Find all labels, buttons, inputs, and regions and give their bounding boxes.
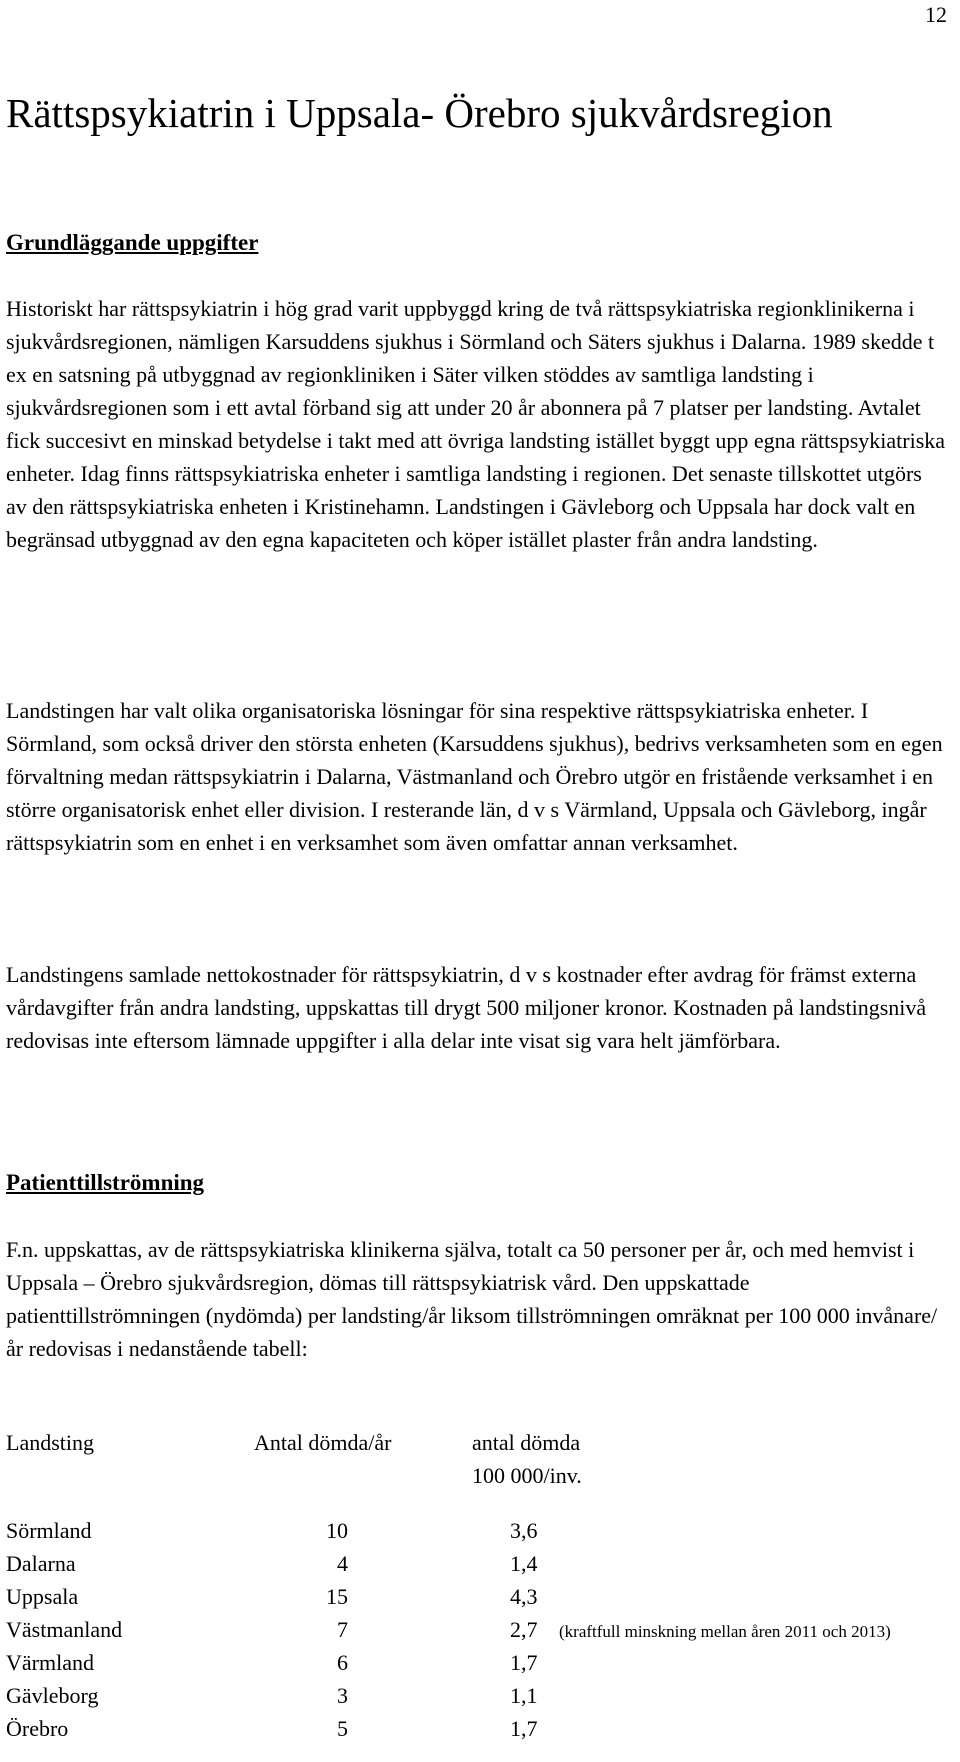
cell-rate: 1,7 [510,1650,538,1675]
cell-count: 3 [337,1683,348,1708]
paragraph-organisation: Landstingen har valt olika organisatoriska lösningar för sina respektive rättspsykiatriska enheter. I Sörmland, som också driver den största enheten (Karsuddens sjukhus), bedrivs verksamheten som en egen förvaltning medan rättspsykiatrin i Dalarna, Västmanland och Örebro utgör en fristående verksamhet i en större organisatorisk enhet eller division. I resterande län, d v s Värmland, Uppsala och Gävleborg, ingår rättspsykiatrin som en enhet i en verksamhet som även omfattar annan verksamhet. [6,698,943,855]
cell-landsting: Gävleborg [6,1683,99,1708]
cell-rate: 2,7 [510,1617,538,1642]
cell-landsting: Uppsala [6,1584,79,1609]
cell-landsting: Dalarna [6,1551,76,1576]
cell-landsting: Värmland [6,1650,94,1675]
cell-count: 10 [326,1518,348,1543]
table-row [6,1580,946,1613]
table-row [6,1547,946,1580]
table-row [6,1514,946,1547]
header-per-capita: antal dömda [472,1430,581,1455]
table-row [6,1613,946,1646]
page-title: Rättspsykiatrin i Uppsala- Örebro sjukvårdsregion [6,90,833,136]
table-row [6,1646,946,1679]
cell-rate: 1,4 [510,1551,538,1576]
cell-count: 7 [337,1617,348,1642]
cell-count: 5 [337,1716,348,1741]
inflow-table [6,1426,946,1745]
cell-landsting: Västmanland [6,1617,123,1642]
cell-rate: 4,3 [510,1584,538,1609]
paragraph-costs: Landstingens samlade nettokostnader för rättspsykiatrin, d v s kostnader efter avdrag för främst externa vårdavgifter från andra landsting, uppskattas till drygt 500 miljoner kronor. Kostnaden på landstingsnivå redovisas inte eftersom lämnade uppgifter i alla delar inte visat sig vara helt jämförbara. [6,962,927,1053]
document-body [6,86,946,1741]
cell-count: 15 [326,1584,348,1609]
header-per-capita-unit: 100 000/inv. [472,1463,582,1488]
cell-landsting: Sörmland [6,1518,92,1543]
cell-rate: 1,7 [510,1716,538,1741]
cell-rate: 1,1 [510,1683,538,1708]
cell-note: (kraftfull minskning mellan åren 2011 och 2013) [559,1622,891,1641]
section-heading-basic: Grundläggande uppgifter [6,230,259,255]
section-heading-inflow: Patienttillströmning [6,1170,205,1195]
cell-rate: 3,6 [510,1518,538,1543]
page-number: 12 [925,2,947,27]
header-antal: Antal dömda/år [254,1430,392,1455]
table-row [6,1712,946,1745]
paragraph-inflow: F.n. uppskattas, av de rättspsykiatriska klinikerna själva, totalt ca 50 personer per år, och med hemvist i Uppsala – Örebro sjukvårdsregion, dömas till rättspsykiatrisk vård. Den uppskattade patienttillströmningen (nydömda) per landsting/år liksom tillströmningen omräknat per 100 000 invånare/år redovisas i nedanstående tabell: [6,1237,938,1361]
paragraph-history: Historiskt har rättspsykiatrin i hög grad varit uppbyggd kring de två rättspsykiatriska regionklinikerna i sjukvårdsregionen, nämligen Karsuddens sjukhus i Sörmland och Säters sjukhus i Dalarna. 1989 skedde t ex en satsning på utbyggnad av regionkliniken i Säter vilken stöddes av samtliga landsting i sjukvårdsregionen som i ett avtal förband sig att under 20 år abonnera på 7 platser per landsting. Avtalet fick succesivt en minskad betydelse i takt med att övriga landsting istället byggt upp egna rättspsykiatriska enheter. Idag finns rättspsykiatriska enheter i samtliga landsting i regionen. Det senaste tillskottet utgörs av den rättspsykiatriska enheten i Kristinehamn. Landstingen i Gävleborg och Uppsala har dock valt en begränsad utbyggnad av den egna kapaciteten och köper istället plaster från andra landsting. [6,296,946,552]
cell-count: 4 [337,1551,348,1576]
header-landsting: Landsting [6,1430,94,1455]
table-row [6,1679,946,1712]
cell-count: 6 [337,1650,348,1675]
cell-landsting: Örebro [6,1716,69,1741]
table-header [6,1426,946,1514]
